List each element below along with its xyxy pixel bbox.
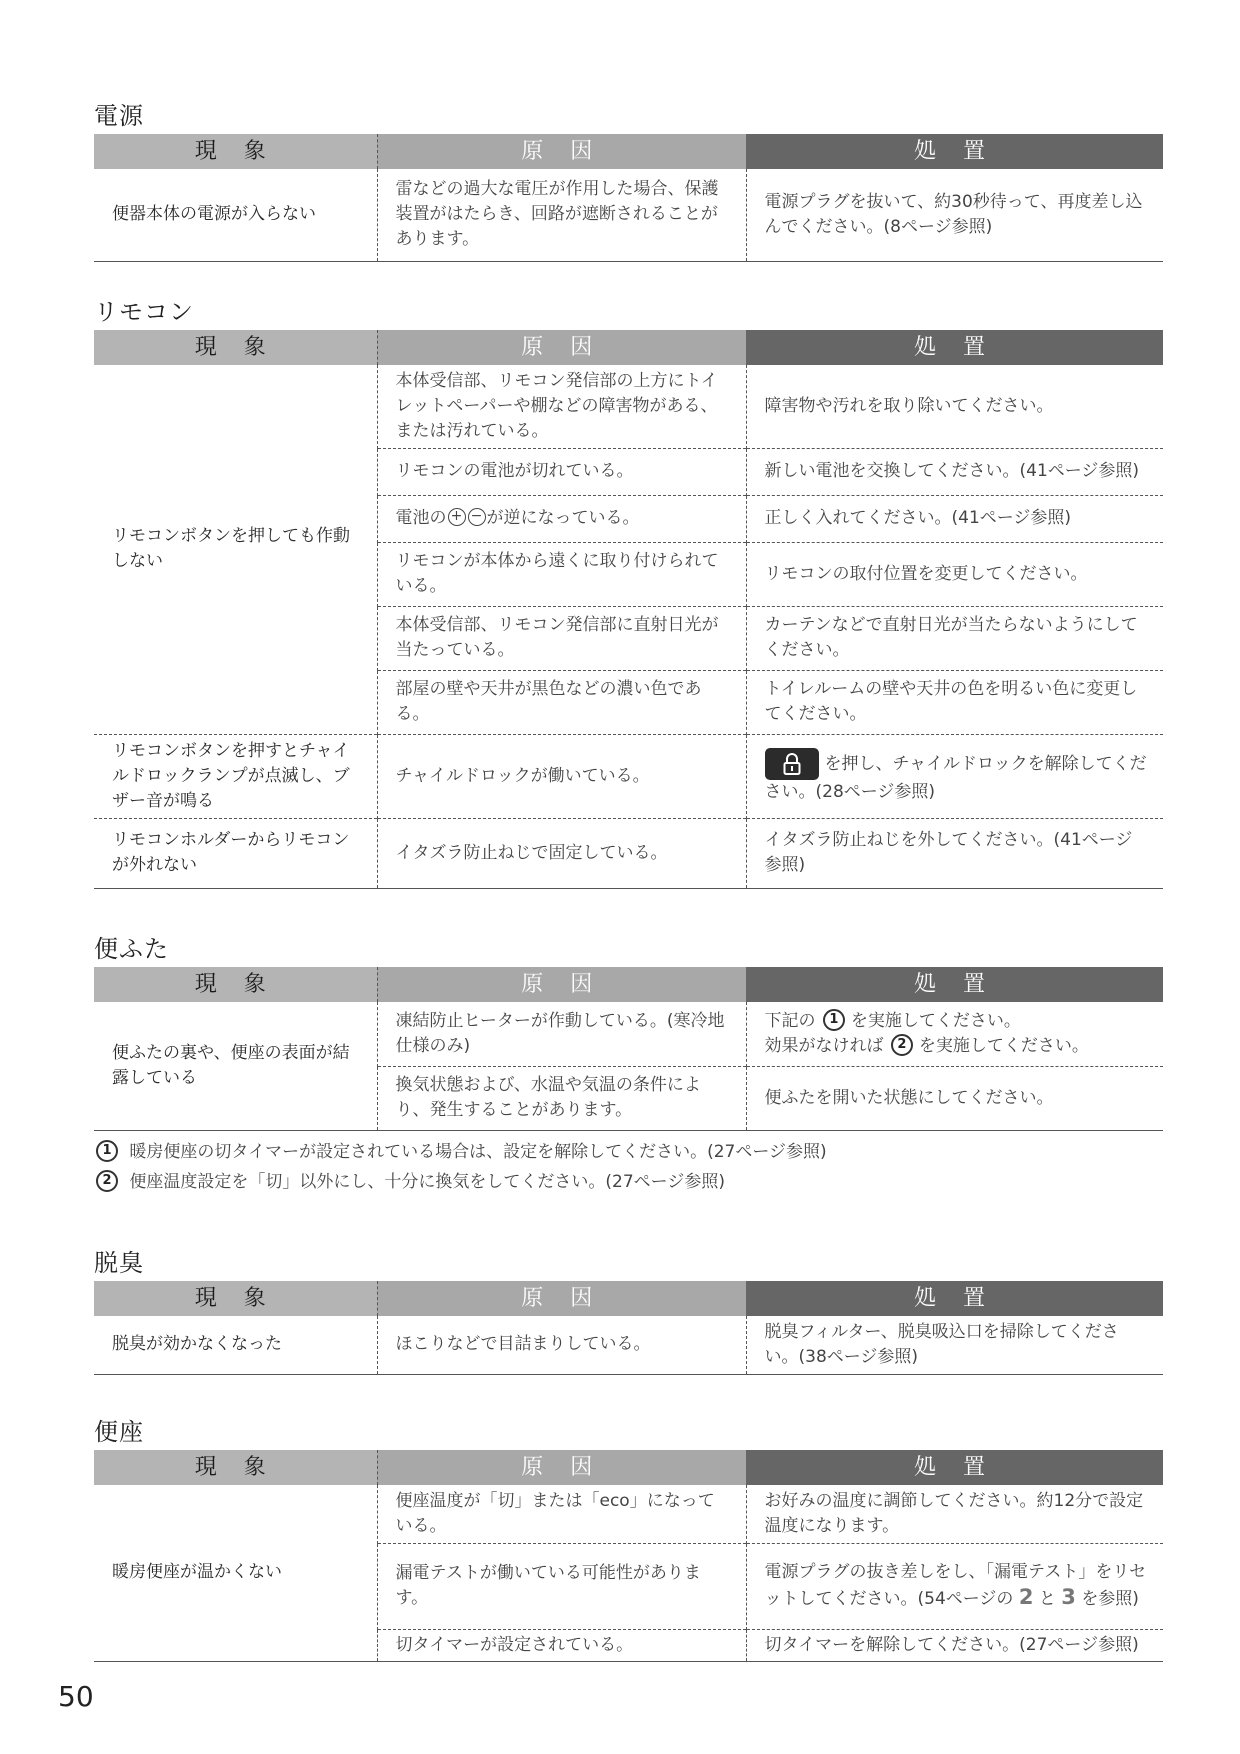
step-1-icon: 1 bbox=[823, 1009, 845, 1031]
remedy-cell: 電源プラグを抜いて、約30秒待って、再度差し込んでください。(8ページ参照) bbox=[746, 169, 1163, 261]
remedy-cell: 切タイマーを解除してください。(27ページ参照) bbox=[746, 1629, 1163, 1661]
remedy-line-1 bbox=[765, 1009, 1150, 1034]
step-1-icon: 1 bbox=[96, 1140, 118, 1162]
remedy-cell: イタズラ防止ねじを外してください。(41ページ参照) bbox=[746, 818, 1163, 888]
remedy-text: 電源プラグの抜き差しをし、「漏電テスト」をリセットしてください。(54ページの bbox=[764, 1562, 1147, 1609]
cause-cell: 雷などの過大な電圧が作用した場合、保護装置がはたらき、回路が遮断されることがあります。 bbox=[377, 169, 746, 261]
table-row bbox=[94, 365, 1163, 448]
cause-cell: チャイルドロックが働いている。 bbox=[377, 734, 746, 818]
header-cause: 原 因 bbox=[377, 330, 746, 365]
remedy-text: を実施してください。 bbox=[850, 1010, 1021, 1031]
remedy-cell: カーテンなどで直射日光が当たらないようにしてください。 bbox=[746, 606, 1163, 670]
remote-table bbox=[94, 330, 1163, 889]
remedy-cell bbox=[746, 734, 1163, 818]
cause-cell: リモコンが本体から遠くに取り付けられている。 bbox=[377, 542, 746, 606]
seat-table bbox=[94, 1450, 1163, 1662]
remedy-cell bbox=[746, 1543, 1163, 1629]
phenomenon-cell: 便器本体の電源が入らない bbox=[112, 204, 316, 225]
cause-cell: イタズラ防止ねじで固定している。 bbox=[377, 818, 746, 888]
step-2-icon: 2 bbox=[96, 1170, 118, 1192]
cause-cell: 漏電テストが働いている可能性があります。 bbox=[377, 1543, 746, 1629]
table-row bbox=[94, 1485, 1163, 1543]
section-lid bbox=[94, 931, 1163, 1197]
cause-cell bbox=[377, 495, 746, 542]
remedy-cell: 脱臭フィルター、脱臭吸込口を掃除してください。(38ページ参照) bbox=[746, 1316, 1163, 1374]
remedy-text: を参照) bbox=[1081, 1589, 1139, 1609]
step-2-icon: 2 bbox=[891, 1034, 913, 1056]
header-phenomenon: 現 象 bbox=[94, 1450, 377, 1485]
step-3-number: 3 bbox=[1061, 1585, 1076, 1609]
child-lock-button-icon bbox=[765, 748, 819, 780]
remedy-cell: お好みの温度に調節してください。約12分で設定温度になります。 bbox=[746, 1485, 1163, 1543]
phenomenon-cell: 脱臭が効かなくなった bbox=[112, 1334, 282, 1355]
table-row bbox=[94, 818, 1163, 888]
note-1 bbox=[94, 1137, 1163, 1167]
section-power bbox=[94, 98, 1163, 262]
phenomenon-cell: リモコンボタンを押しても作動しない bbox=[112, 526, 350, 572]
section-remote bbox=[94, 294, 1163, 889]
header-phenomenon: 現 象 bbox=[94, 1281, 377, 1316]
phenomenon-cell: リモコンボタンを押すとチャイルドロックランプが点滅し、ブザー音が鳴る bbox=[94, 734, 377, 818]
cause-cell: 便座温度が「切」または「eco」になっている。 bbox=[377, 1485, 746, 1543]
header-remedy: 処 置 bbox=[746, 330, 1163, 365]
remedy-cell: トイレルームの壁や天井の色を明るい色に変更してください。 bbox=[746, 670, 1163, 734]
header-cause: 原 因 bbox=[377, 134, 746, 169]
section-title-deodor: 脱臭 bbox=[94, 1249, 144, 1277]
table-row bbox=[94, 169, 1163, 261]
header-cause: 原 因 bbox=[377, 1450, 746, 1485]
plus-icon: + bbox=[448, 508, 466, 526]
header-remedy: 処 置 bbox=[746, 134, 1163, 169]
remedy-cell bbox=[746, 1002, 1163, 1066]
note-text: 便座温度設定を「切」以外にし、十分に換気をしてください。(27ページ参照) bbox=[129, 1171, 725, 1192]
cause-cell: ほこりなどで目詰まりしている。 bbox=[377, 1316, 746, 1374]
header-cause: 原 因 bbox=[377, 967, 746, 1002]
header-phenomenon: 現 象 bbox=[94, 967, 377, 1002]
remedy-text: 効果がなければ bbox=[764, 1035, 884, 1056]
cause-cell: 切タイマーが設定されている。 bbox=[377, 1629, 746, 1661]
section-title-seat: 便座 bbox=[94, 1418, 144, 1446]
cause-cell: 換気状態および、水温や気温の条件により、発生することがあります。 bbox=[377, 1066, 746, 1130]
header-remedy: 処 置 bbox=[746, 967, 1163, 1002]
cause-cell: 本体受信部、リモコン発信部の上方にトイレットペーパーや棚などの障害物がある、または汚れている。 bbox=[377, 365, 746, 448]
phenomenon-cell: リモコンホルダーからリモコンが外れない bbox=[94, 818, 377, 888]
phenomenon-cell: 暖房便座が温かくない bbox=[112, 1562, 282, 1583]
cause-cell: 本体受信部、リモコン発信部に直射日光が当たっている。 bbox=[377, 606, 746, 670]
remedy-line-2 bbox=[765, 1034, 1150, 1059]
table-row bbox=[94, 1316, 1163, 1374]
remedy-cell: 障害物や汚れを取り除いてください。 bbox=[746, 365, 1163, 448]
deodor-table bbox=[94, 1281, 1163, 1375]
header-remedy: 処 置 bbox=[746, 1281, 1163, 1316]
section-title-power: 電源 bbox=[94, 102, 144, 130]
section-title-remote: リモコン bbox=[94, 298, 194, 326]
section-deodor bbox=[94, 1245, 1163, 1375]
cause-text-post: が逆になっている。 bbox=[486, 508, 640, 528]
power-table bbox=[94, 134, 1163, 262]
remedy-cell: 新しい電池を交換してください。(41ページ参照) bbox=[746, 448, 1163, 495]
remedy-text: と bbox=[1038, 1589, 1056, 1609]
remedy-cell: 正しく入れてください。(41ページ参照) bbox=[746, 495, 1163, 542]
cause-cell: 部屋の壁や天井が黒色などの濃い色である。 bbox=[377, 670, 746, 734]
section-title-lid: 便ふた bbox=[94, 935, 169, 963]
table-row bbox=[94, 1002, 1163, 1066]
page-number: 50 bbox=[58, 1680, 94, 1713]
header-cause: 原 因 bbox=[377, 1281, 746, 1316]
lid-table bbox=[94, 967, 1163, 1131]
remedy-text: 下記の bbox=[764, 1010, 816, 1031]
section-seat bbox=[94, 1414, 1163, 1662]
note-2 bbox=[94, 1167, 1163, 1197]
cause-cell: リモコンの電池が切れている。 bbox=[377, 448, 746, 495]
note-text: 暖房便座の切タイマーが設定されている場合は、設定を解除してください。(27ページ参照) bbox=[129, 1141, 827, 1162]
minus-icon: − bbox=[468, 508, 486, 526]
header-phenomenon: 現 象 bbox=[94, 134, 377, 169]
header-phenomenon: 現 象 bbox=[94, 330, 377, 365]
remedy-cell: リモコンの取付位置を変更してください。 bbox=[746, 542, 1163, 606]
cause-cell: 凍結防止ヒーターが作動している。(寒冷地仕様のみ) bbox=[377, 1002, 746, 1066]
remedy-cell: 便ふたを開いた状態にしてください。 bbox=[746, 1066, 1163, 1130]
remedy-text: を実施してください。 bbox=[918, 1035, 1089, 1056]
lid-notes bbox=[94, 1137, 1163, 1197]
remedy-text: を押し、チャイルドロックを解除してください。(28ページ参照) bbox=[764, 753, 1147, 802]
header-remedy: 処 置 bbox=[746, 1450, 1163, 1485]
phenomenon-cell: 便ふたの裏や、便座の表面が結露している bbox=[112, 1042, 350, 1088]
step-2-number: 2 bbox=[1018, 1585, 1034, 1609]
cause-text-pre: 電池の bbox=[395, 508, 447, 528]
table-row bbox=[94, 734, 1163, 818]
